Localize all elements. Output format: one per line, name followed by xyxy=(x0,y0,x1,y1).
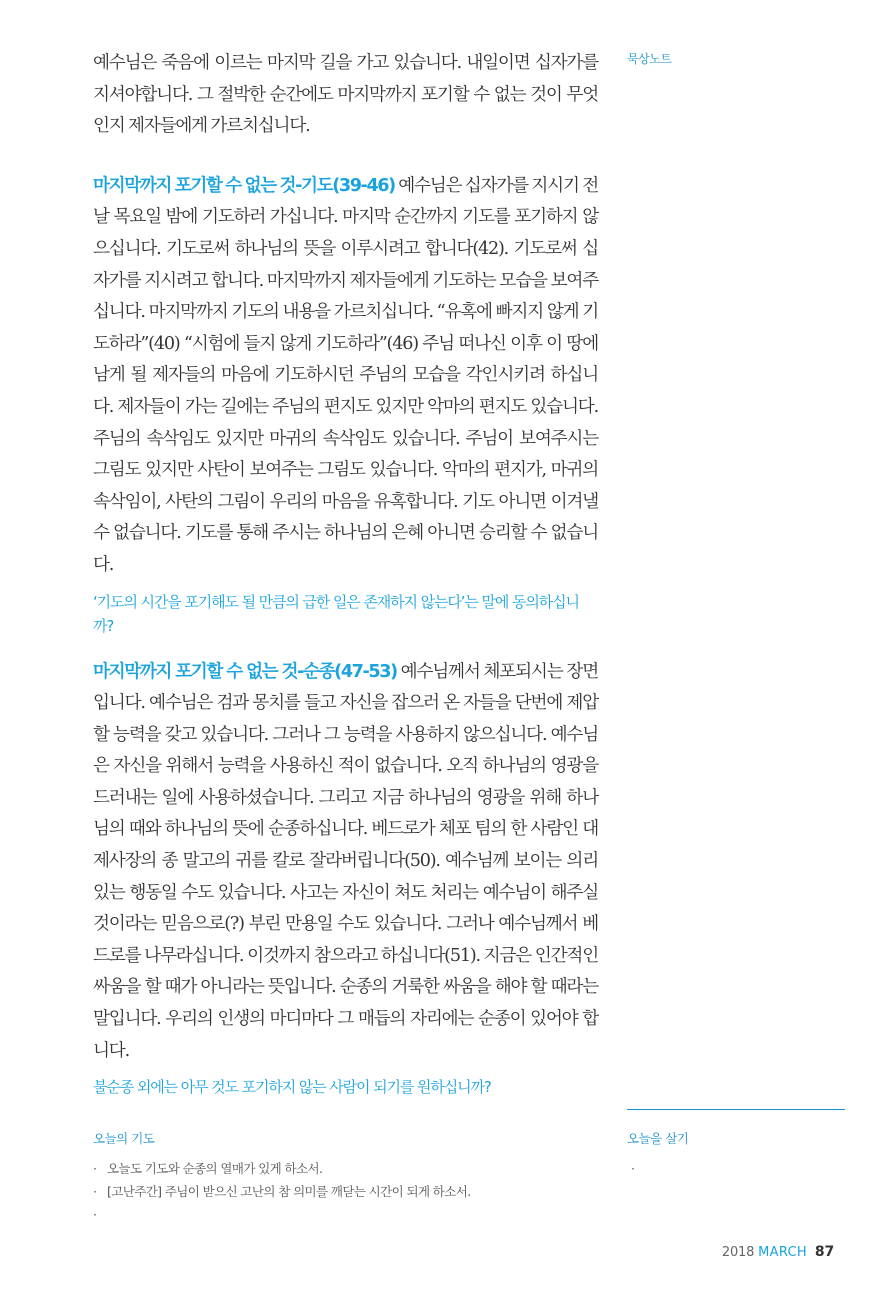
section-prayer-heading: 마지막까지 포기할 수 없는 것-기도(39-46) xyxy=(93,175,395,196)
section-obedience-heading: 마지막까지 포기할 수 없는 것-순종(47-53) xyxy=(93,661,397,682)
section-prayer-question: ‘기도의 시간을 포기해도 될 만큼의 급한 일은 존재하지 않는다’는 말에 동의하십니까? xyxy=(93,592,579,635)
bullet-icon: · xyxy=(93,1207,97,1222)
section-obedience-paragraph xyxy=(93,657,598,1068)
today-prayer-title: 오늘의 기도 xyxy=(93,1131,155,1146)
live-today-bullet: · xyxy=(631,1161,635,1176)
footer-year: 2018 xyxy=(721,1245,755,1260)
prayer-item xyxy=(93,1157,593,1180)
divider xyxy=(627,1109,845,1110)
prayer-item-text: [고난주간] 주님이 받으신 고난의 참 의미를 깨닫는 시간이 되게 하소서. xyxy=(107,1184,471,1199)
bullet-icon: · xyxy=(93,1184,97,1199)
prayer-item xyxy=(93,1180,593,1203)
prayer-item xyxy=(93,1203,593,1226)
section-prayer-text: 예수님은 십자가를 지시기 전 날 목요일 밤에 기도하러 가십니다. 마지막 순간까지 기도를 포기하지 않으십니다. 기도로써 하나님의 뜻을 이루시려고 합니다(42). 기도로써 십자가를 지시려고 합니다. 마지막까지 제자들에게 기도하는 모습을 보여주십니다. 마지막까지 기도의 내용을 가르치십니다. “유혹에 빠지지 않게 기도하라”(40) “시험에 들지 않게 기도하라”(46) 주님 떠나신 이후 이 땅에 남게 될 제자들의 마음에 기도하시던 주님의 모습을 각인시키려 하십니다. 제자들이 가는 길에는 주님의 편지도 있지만 악마의 편지도 있습니다. 주님의 속삭임도 있지만 마귀의 속삭임도 있습니다. 주님이 보여주시는 그림도 있지만 사탄이 보여주는 그림도 있습니다. 악마의 편지가, 마귀의 속삭임이, 사탄의 그림이 우리의 마음을 유혹합니다. 기도 아니면 이겨낼 수 없습니다. 기도를 통해 주시는 하나님의 은혜 아니면 승리할 수 없습니다. xyxy=(93,175,598,575)
prayer-item-text: 오늘도 기도와 순종의 열매가 있게 하소서. xyxy=(107,1161,323,1176)
live-today-section xyxy=(627,1129,845,1180)
section-prayer-paragraph xyxy=(93,171,598,582)
meditation-note-column xyxy=(627,50,845,67)
meditation-note-label: 묵상노트 xyxy=(627,52,672,66)
intro-paragraph: 예수님은 죽음에 이르는 마지막 길을 가고 있습니다. 내일이면 십자가를 지셔야합니다. 그 절박한 순간에도 마지막까지 포기할 수 없는 것이 무엇인지 제자들에게 가르치십니다. xyxy=(93,53,598,137)
main-column xyxy=(93,48,598,1099)
page-number: 87 xyxy=(814,1244,834,1260)
section-obedience-question: 불순종 외에는 아무 것도 포기하지 않는 사람이 되기를 원하십니까? xyxy=(93,1078,491,1097)
bullet-icon: · xyxy=(93,1161,97,1176)
today-prayer-section xyxy=(93,1129,593,1226)
footer-month: MARCH xyxy=(758,1245,807,1260)
page-footer xyxy=(722,1244,834,1260)
live-today-title: 오늘을 살기 xyxy=(627,1131,689,1146)
section-obedience-text: 예수님께서 체포되시는 장면입니다. 예수님은 검과 몽치를 들고 자신을 잡으러 온 자들을 단번에 제압할 능력을 갖고 있습니다. 그러나 그 능력을 사용하지 않으십니다. 예수님은 자신을 위해서 능력을 사용하신 적이 없습니다. 오직 하나님의 영광을 드러내는 일에 사용하셨습니다. 그리고 지금 하나님의 영광을 위해 하나님의 때와 하나님의 뜻에 순종하십니다. 베드로가 체포 팀의 한 사람인 대제사장의 종 말고의 귀를 칼로 잘라버립니다(50). 예수님께 보이는 의리 있는 행동일 수도 있습니다. 사고는 자신이 쳐도 처리는 예수님이 해주실 것이라는 믿음으로(?) 부린 만용일 수도 있습니다. 그러나 예수님께서 베드로를 나무라십니다. 이것까지 참으라고 하십니다(51). 지금은 인간적인 싸움을 할 때가 아니라는 뜻입니다. 순종의 거룩한 싸움을 해야 할 때라는 말입니다. 우리의 인생의 마디마다 그 매듭의 자리에는 순종이 있어야 합니다. xyxy=(93,661,598,1061)
